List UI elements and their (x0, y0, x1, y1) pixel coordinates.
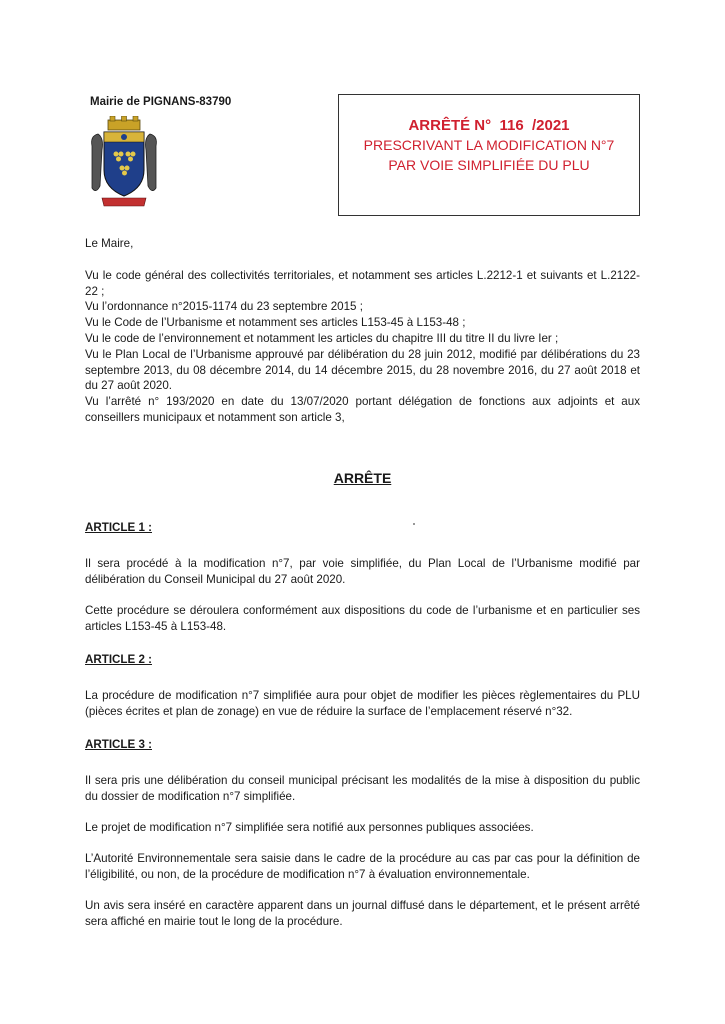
article-1-p1-wrap (85, 556, 640, 588)
article-1-paragraph: Cette procédure se déroulera conformément aux dispositions du code de l’urbanisme et en particulier ses articles L153-45 à L153-48. (85, 604, 640, 633)
pignans-coat-of-arms (88, 116, 160, 212)
article-2-heading: ARTICLE 2 : (85, 653, 152, 666)
article-3-paragraph: Un avis sera inséré en caractère apparent dans un journal diffusé dans le département, et le présent arrêté sera affiché en mairie tout le long de la procédure. (85, 899, 640, 928)
article-3-p2-wrap (85, 820, 640, 836)
article-3-paragraph: L’Autorité Environnementale sera saisie dans le cadre de la procédure au cas par cas pour la définition de l’éligibilité, ou non, de la procédure de modification n°7 à évaluation environnementale. (85, 852, 640, 881)
mairie-label: Mairie de PIGNANS-83790 (90, 96, 232, 108)
vu-item: Vu l’ordonnance n°2015-1174 du 23 septembre 2015 ; (85, 300, 363, 314)
article-2-heading-wrap (85, 652, 640, 668)
article-1-p2-wrap (85, 603, 640, 635)
vu-item: Vu le code général des collectivités territoriales, et notamment ses articles L.2212-1 et suivants et L.2122-22 ; (85, 268, 640, 298)
article-3-p3-wrap (85, 851, 640, 883)
article-1-heading-wrap (85, 520, 640, 536)
arrete-subtitle-line1: PRESCRIVANT LA MODIFICATION N°7 (363, 137, 615, 153)
article-3-p4-wrap (85, 898, 640, 930)
preamble (85, 236, 640, 426)
article-3-paragraph: Il sera pris une délibération du conseil municipal précisant les modalités de la mise à disposition du public du dossier de modification n°7 simplifiée. (85, 774, 640, 803)
arrete-subtitle-line2: PAR VOIE SIMPLIFIÉE DU PLU (388, 157, 590, 173)
article-3-heading-wrap (85, 737, 640, 753)
vu-item: Vu le Code de l’Urbanisme et notamment ses articles L153-45 à L153-48 ; (85, 316, 466, 330)
arrete-number: ARRÊTÉ N° 116 /2021 (408, 117, 570, 134)
article-3-paragraph: Le projet de modification n°7 simplifiée sera notifié aux personnes publiques associées. (85, 821, 534, 834)
article-1-heading: ARTICLE 1 : (85, 521, 152, 534)
arrete-heading: ARRÊTE (333, 470, 392, 486)
arrete-title-box (338, 94, 640, 216)
vu-item: Vu le code de l’environnement et notamment les articles du chapitre III du titre II du livre Ier ; (85, 331, 559, 345)
vu-item: Vu le Plan Local de l’Urbanisme approuvé par délibération du 28 juin 2012, modifié par délibérations du 23 septembre 2013, du 08 décembre 2014, du 14 décembre 2015, du 28 novembre 2016, du 27 août 2018 et du 27 août 2020. (85, 347, 640, 393)
vu-item: Vu l’arrêté n° 193/2020 en date du 13/07/2020 portant délégation de fonctions aux adjoints et aux conseillers municipaux et notamment son article 3, (85, 395, 640, 424)
article-2-p1-wrap (85, 688, 640, 720)
article-1-paragraph: Il sera procédé à la modification n°7, par voie simplifiée, du Plan Local de l’Urbanisme modifié par délibération du Conseil Municipal du 27 août 2020. (85, 557, 640, 586)
article-2-paragraph: La procédure de modification n°7 simplifiée aura pour objet de modifier les pièces règlementaires du PLU (pièces écrites et plan de zonage) en vue de réduire la surface de l’emplacement réservé n°32. (85, 689, 640, 718)
article-3-heading: ARTICLE 3 : (85, 738, 152, 751)
salutation: Le Maire, (85, 237, 134, 250)
article-3-p1-wrap (85, 773, 640, 805)
